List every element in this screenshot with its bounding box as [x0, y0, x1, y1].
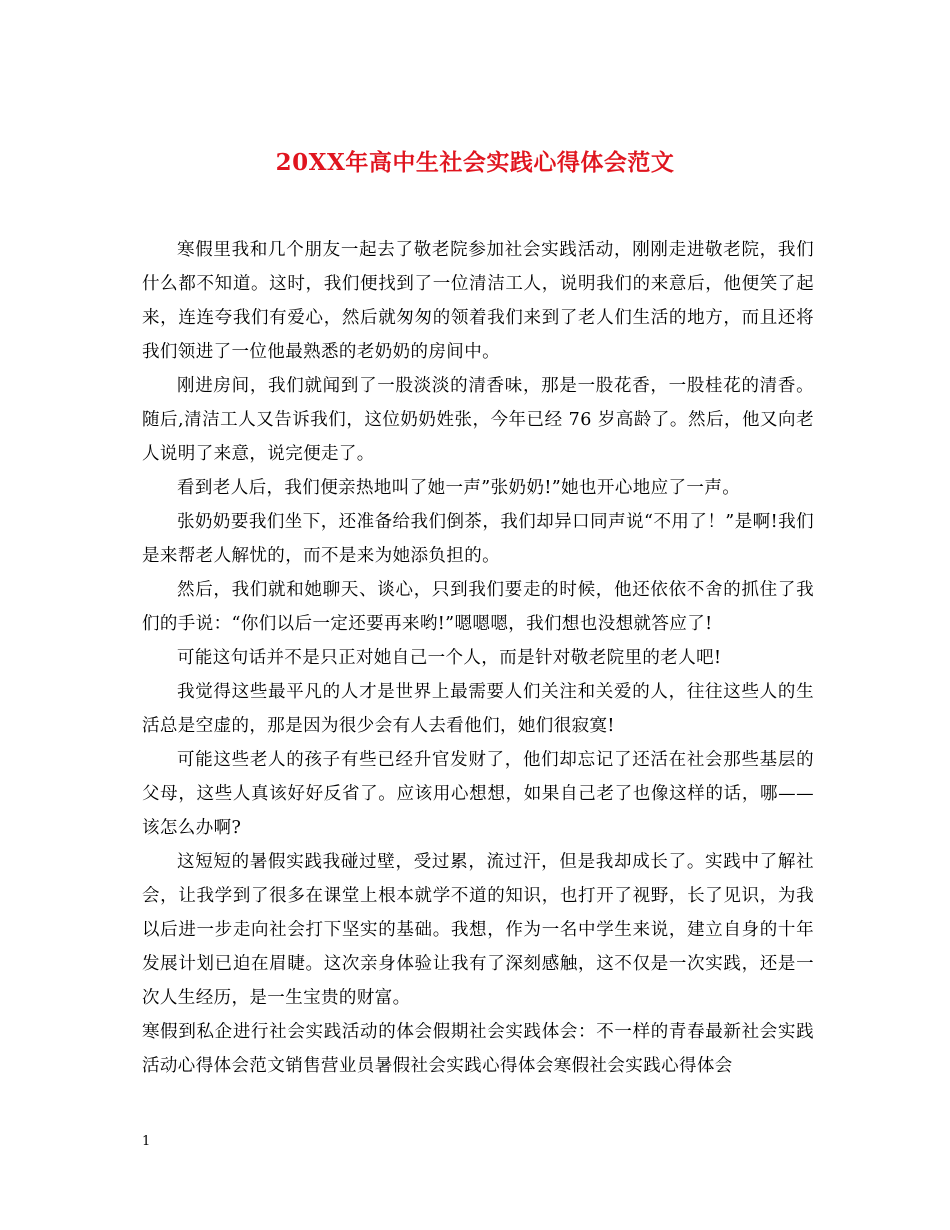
paragraph-4: 张奶奶要我们坐下，还准备给我们倒茶，我们却异口同声说“不用了！”是啊!我们是来帮老人解忧的，而不是来为她添负担的。: [142, 512, 814, 566]
paragraph-7: 我觉得这些最平凡的人才是世界上最需要人们关注和关爱的人，往往这些人的生活总是空虚的，那是因为很少会有人去看他们，她们很寂寞!: [142, 682, 814, 736]
related-links-text: 寒假到私企进行社会实践活动的体会假期社会实践体会：不一样的青春最新社会实践活动心得体会范文销售营业员暑假社会实践心得体会寒假社会实践心得体会: [142, 1022, 814, 1076]
paragraph-6: 可能这句话并不是只正对她自己一个人，而是针对敬老院里的老人吧!: [177, 648, 722, 668]
paragraph-1: 寒假里我和几个朋友一起去了敬老院参加社会实践活动，刚刚走进敬老院，我们什么都不知道。这时，我们便找到了一位清洁工人，说明我们的来意后，他便笑了起来，连连夸我们有爱心，然后就匆匆的领着我们来到了老人们生活的地方，而且还将我们领进了一位他最熟悉的老奶奶的房间中。: [142, 240, 814, 362]
page-number: 1: [142, 1134, 151, 1149]
paragraph-9: 这短短的暑假实践我碰过壁，受过累，流过汗，但是我却成长了。实践中了解社会，让我学到了很多在课堂上根本就学不道的知识，也打开了视野，长了见识，为我以后进一步走向社会打下坚实的基础。我想，作为一名中学生来说，建立自身的十年发展计划已迫在眉睫。这次亲身体验让我有了深刻感触，这不仅是一次实践，还是一次人生经历，是一生宝贵的财富。: [142, 852, 814, 1008]
page-title: 20XX年高中生社会实践心得体会范文: [275, 149, 675, 177]
paragraph-5: 然后，我们就和她聊天、谈心，只到我们要走的时候，他还依依不舍的抓住了我们的手说：“你们以后一定还要再来哟!”嗯嗯嗯，我们想也没想就答应了!: [142, 580, 814, 634]
document-body: [142, 233, 814, 1083]
paragraph-2: 刚进房间，我们就闻到了一股淡淡的清香味，那是一股花香，一股桂花的清香。随后,清洁工人又告诉我们，这位奶奶姓张，今年已经 76 岁高龄了。然后，他又向老人说明了来意，说完便走了。: [142, 376, 814, 464]
paragraph-3: 看到老人后，我们便亲热地叫了她一声”张奶奶!”她也开心地应了一声。: [177, 478, 741, 498]
paragraph-8: 可能这些老人的孩子有些已经升官发财了，他们却忘记了还活在社会那些基层的父母，这些人真该好好反省了。应该用心想想，如果自己老了也像这样的话，哪——该怎么办啊?: [142, 750, 814, 838]
